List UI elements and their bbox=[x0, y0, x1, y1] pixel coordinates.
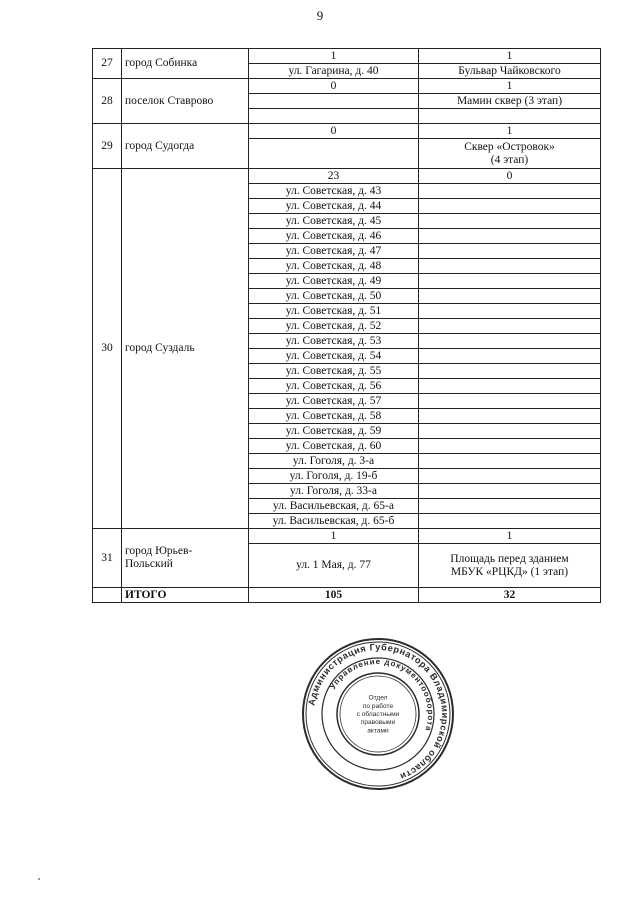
total-row bbox=[93, 588, 601, 603]
public-space-cell bbox=[419, 109, 601, 124]
yard-territory-cell: ул. Васильевская, д. 65-б bbox=[249, 514, 419, 529]
municipality-name: поселок Ставрово bbox=[122, 79, 249, 124]
public-space-cell bbox=[419, 394, 601, 409]
yard-territory-cell: ул. Советская, д. 52 bbox=[249, 319, 419, 334]
municipality-name: город Судогда bbox=[122, 124, 249, 169]
yard-territory-cell: ул. Советская, д. 47 bbox=[249, 244, 419, 259]
yard-territory-cell: ул. Васильевская, д. 65-а bbox=[249, 499, 419, 514]
row-number: 30 bbox=[93, 169, 122, 529]
table-row bbox=[93, 124, 601, 139]
public-space-cell bbox=[419, 514, 601, 529]
yard-territory-cell: ул. Гоголя, д. 19-б bbox=[249, 469, 419, 484]
yard-territory-cell: ул. Советская, д. 60 bbox=[249, 439, 419, 454]
public-space-cell bbox=[419, 304, 601, 319]
yard-territory-cell: ул. Советская, д. 56 bbox=[249, 379, 419, 394]
table-row bbox=[93, 169, 601, 184]
official-seal bbox=[300, 636, 456, 792]
public-space-cell: 1 bbox=[419, 49, 601, 64]
public-space-cell bbox=[419, 424, 601, 439]
public-space-cell: Бульвар Чайковского bbox=[419, 64, 601, 79]
public-space-cell bbox=[419, 289, 601, 304]
page-number: 9 bbox=[316, 8, 324, 23]
public-space-cell: 1 bbox=[419, 529, 601, 544]
yard-territory-cell: ул. Гагарина, д. 40 bbox=[249, 64, 419, 79]
yard-territory-cell: ул. Гоголя, д. 33-а bbox=[249, 484, 419, 499]
table-row bbox=[93, 49, 601, 64]
seal-graphic bbox=[300, 636, 456, 792]
public-space-cell: Площадь перед зданием МБУК «РЦКД» (1 этап) bbox=[419, 544, 601, 588]
row-number: 28 bbox=[93, 79, 122, 124]
municipality-name: город Собинка bbox=[122, 49, 249, 79]
yard-territory-cell: ул. Советская, д. 44 bbox=[249, 199, 419, 214]
public-space-cell bbox=[419, 319, 601, 334]
yard-territory-cell: ул. Советская, д. 53 bbox=[249, 334, 419, 349]
row-number: 29 bbox=[93, 124, 122, 169]
yard-territory-cell: ул. Советская, д. 46 bbox=[249, 229, 419, 244]
municipality-name: город Суздаль bbox=[122, 169, 249, 529]
public-space-cell bbox=[419, 454, 601, 469]
seal-center-line: актами bbox=[367, 727, 389, 735]
yard-territory-cell: 23 bbox=[249, 169, 419, 184]
yard-territory-cell: ул. Советская, д. 55 bbox=[249, 364, 419, 379]
public-space-cell bbox=[419, 274, 601, 289]
seal-center-line: по работе bbox=[362, 702, 394, 710]
public-space-cell bbox=[419, 379, 601, 394]
yard-territory-cell: ул. Советская, д. 43 bbox=[249, 184, 419, 199]
total-empty-cell bbox=[93, 588, 122, 603]
yard-territory-cell bbox=[249, 109, 419, 124]
total-space-count: 32 bbox=[419, 588, 601, 603]
yard-territory-cell: ул. Гоголя, д. 3-а bbox=[249, 454, 419, 469]
public-space-cell: Мамин сквер (3 этап) bbox=[419, 94, 601, 109]
yard-territory-cell: ул. Советская, д. 49 bbox=[249, 274, 419, 289]
row-number: 31 bbox=[93, 529, 122, 588]
seal-inner-ring-text: Управление документооборота bbox=[328, 656, 436, 733]
yard-territory-cell: ул. Советская, д. 57 bbox=[249, 394, 419, 409]
public-space-cell bbox=[419, 244, 601, 259]
seal-ring-text: Администрация Губернатора Владимирской области bbox=[306, 641, 451, 782]
summary-table bbox=[92, 48, 601, 603]
public-space-cell bbox=[419, 469, 601, 484]
yard-territory-cell: 0 bbox=[249, 124, 419, 139]
public-space-cell: 1 bbox=[419, 79, 601, 94]
yard-territory-cell: 0 bbox=[249, 79, 419, 94]
public-space-cell bbox=[419, 184, 601, 199]
yard-territory-cell: 1 bbox=[249, 49, 419, 64]
seal-center-line: правовыми bbox=[360, 719, 396, 727]
total-label: ИТОГО bbox=[122, 588, 249, 603]
yard-territory-cell: ул. Советская, д. 58 bbox=[249, 409, 419, 424]
public-space-cell bbox=[419, 259, 601, 274]
yard-territory-cell: ул. Советская, д. 45 bbox=[249, 214, 419, 229]
yard-territory-cell: 1 bbox=[249, 529, 419, 544]
row-number: 27 bbox=[93, 49, 122, 79]
yard-territory-cell: ул. Советская, д. 59 bbox=[249, 424, 419, 439]
public-space-cell: 0 bbox=[419, 169, 601, 184]
public-space-cell bbox=[419, 229, 601, 244]
public-space-cell bbox=[419, 364, 601, 379]
yard-territory-cell: ул. 1 Мая, д. 77 bbox=[249, 544, 419, 588]
scan-speck bbox=[38, 878, 40, 880]
yard-territory-cell bbox=[249, 94, 419, 109]
public-space-cell bbox=[419, 349, 601, 364]
public-space-cell: 1 bbox=[419, 124, 601, 139]
table-row bbox=[93, 79, 601, 94]
public-space-cell: Сквер «Островок» (4 этап) bbox=[419, 139, 601, 169]
municipality-name: город Юрьев- Польский bbox=[122, 529, 249, 588]
yard-territory-cell: ул. Советская, д. 50 bbox=[249, 289, 419, 304]
seal-center-line: с областными bbox=[356, 711, 400, 718]
public-space-cell bbox=[419, 484, 601, 499]
public-space-cell bbox=[419, 334, 601, 349]
public-space-cell bbox=[419, 199, 601, 214]
seal-center-line: Отдел bbox=[368, 694, 388, 702]
public-space-cell bbox=[419, 499, 601, 514]
public-space-cell bbox=[419, 214, 601, 229]
seal-center-text bbox=[357, 695, 400, 735]
yard-territory-cell: ул. Советская, д. 48 bbox=[249, 259, 419, 274]
public-space-cell bbox=[419, 439, 601, 454]
yard-territory-cell: ул. Советская, д. 51 bbox=[249, 304, 419, 319]
yard-territory-cell bbox=[249, 139, 419, 169]
public-space-cell bbox=[419, 409, 601, 424]
table-row bbox=[93, 529, 601, 544]
yard-territory-cell: ул. Советская, д. 54 bbox=[249, 349, 419, 364]
total-yard-count: 105 bbox=[249, 588, 419, 603]
